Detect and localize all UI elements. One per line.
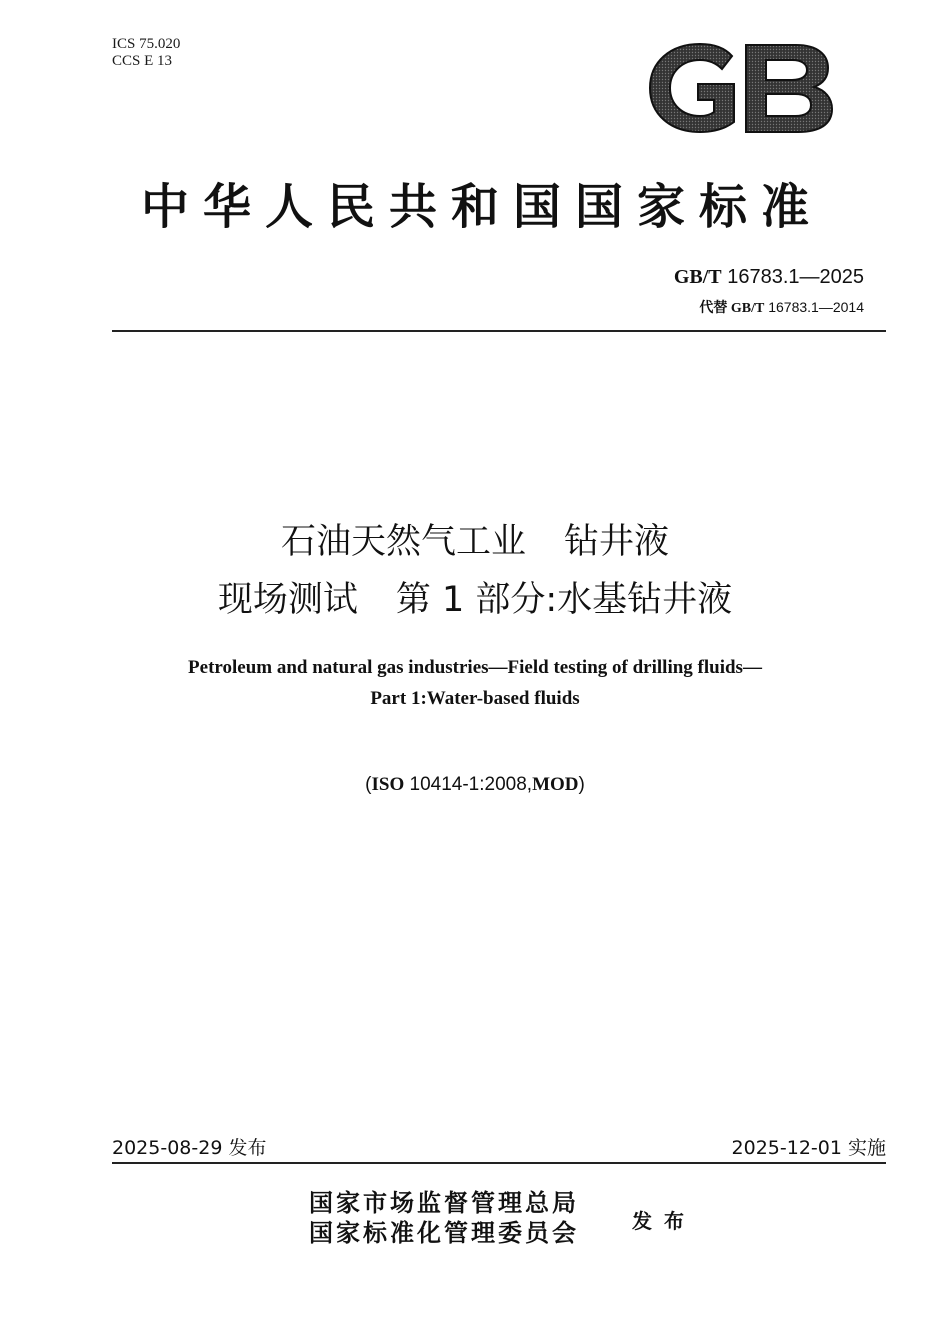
iso-close-paren: ) [578,774,585,795]
issue-date: 2025-08-29 发布 [112,1137,267,1159]
cn-title-line1-a: 石油天然气工业 [280,522,526,562]
en-title-line1: Petroleum and natural gas industries—Field testing of drilling fluids— [188,657,762,678]
iso-open-paren: ( [365,774,372,795]
ics-code: ICS 75.020 [112,36,181,52]
header-divider [112,330,886,332]
standard-number [674,264,864,290]
cn-title-line1 [0,514,950,564]
replaces-prefix: 代替 GB/T [699,301,765,316]
issuing-authorities [309,1188,579,1248]
standard-number-prefix: GB/T [673,266,722,288]
cn-title-line1-b: 钻井液 [564,522,670,562]
issuer-sac: 国家标准化管理委员会 [309,1218,579,1247]
en-title-line2: Part 1:Water-based fluids [370,688,580,709]
iso-prefix: ISO [371,774,405,795]
national-standard-heading: 中华人民共和国国家标准 [140,179,823,235]
standard-number-block [674,264,864,320]
replaces-number: 16783.1—2014 [768,299,864,315]
iso-reference: 10414-1:2008, [404,774,533,795]
issue-verb: 发布 [632,1209,696,1233]
iso-mod: MOD [532,774,579,795]
cn-title-line2-b: 第 1 部分:水基钻井液 [395,580,733,620]
ccs-code: CCS E 13 [112,53,173,69]
cn-title-line2-a: 现场测试 [217,580,358,620]
issuer-samr: 国家市场监督管理总局 [309,1188,579,1217]
cn-title-line2 [0,572,950,622]
footer-divider [112,1162,886,1164]
gb-logo [646,42,834,134]
standard-number-value: 16783.1—2025 [727,266,864,288]
replaces-line [674,296,864,320]
iso-adoption [0,774,950,796]
classification-codes [112,36,180,70]
effective-date: 2025-12-01 实施 [731,1137,886,1159]
